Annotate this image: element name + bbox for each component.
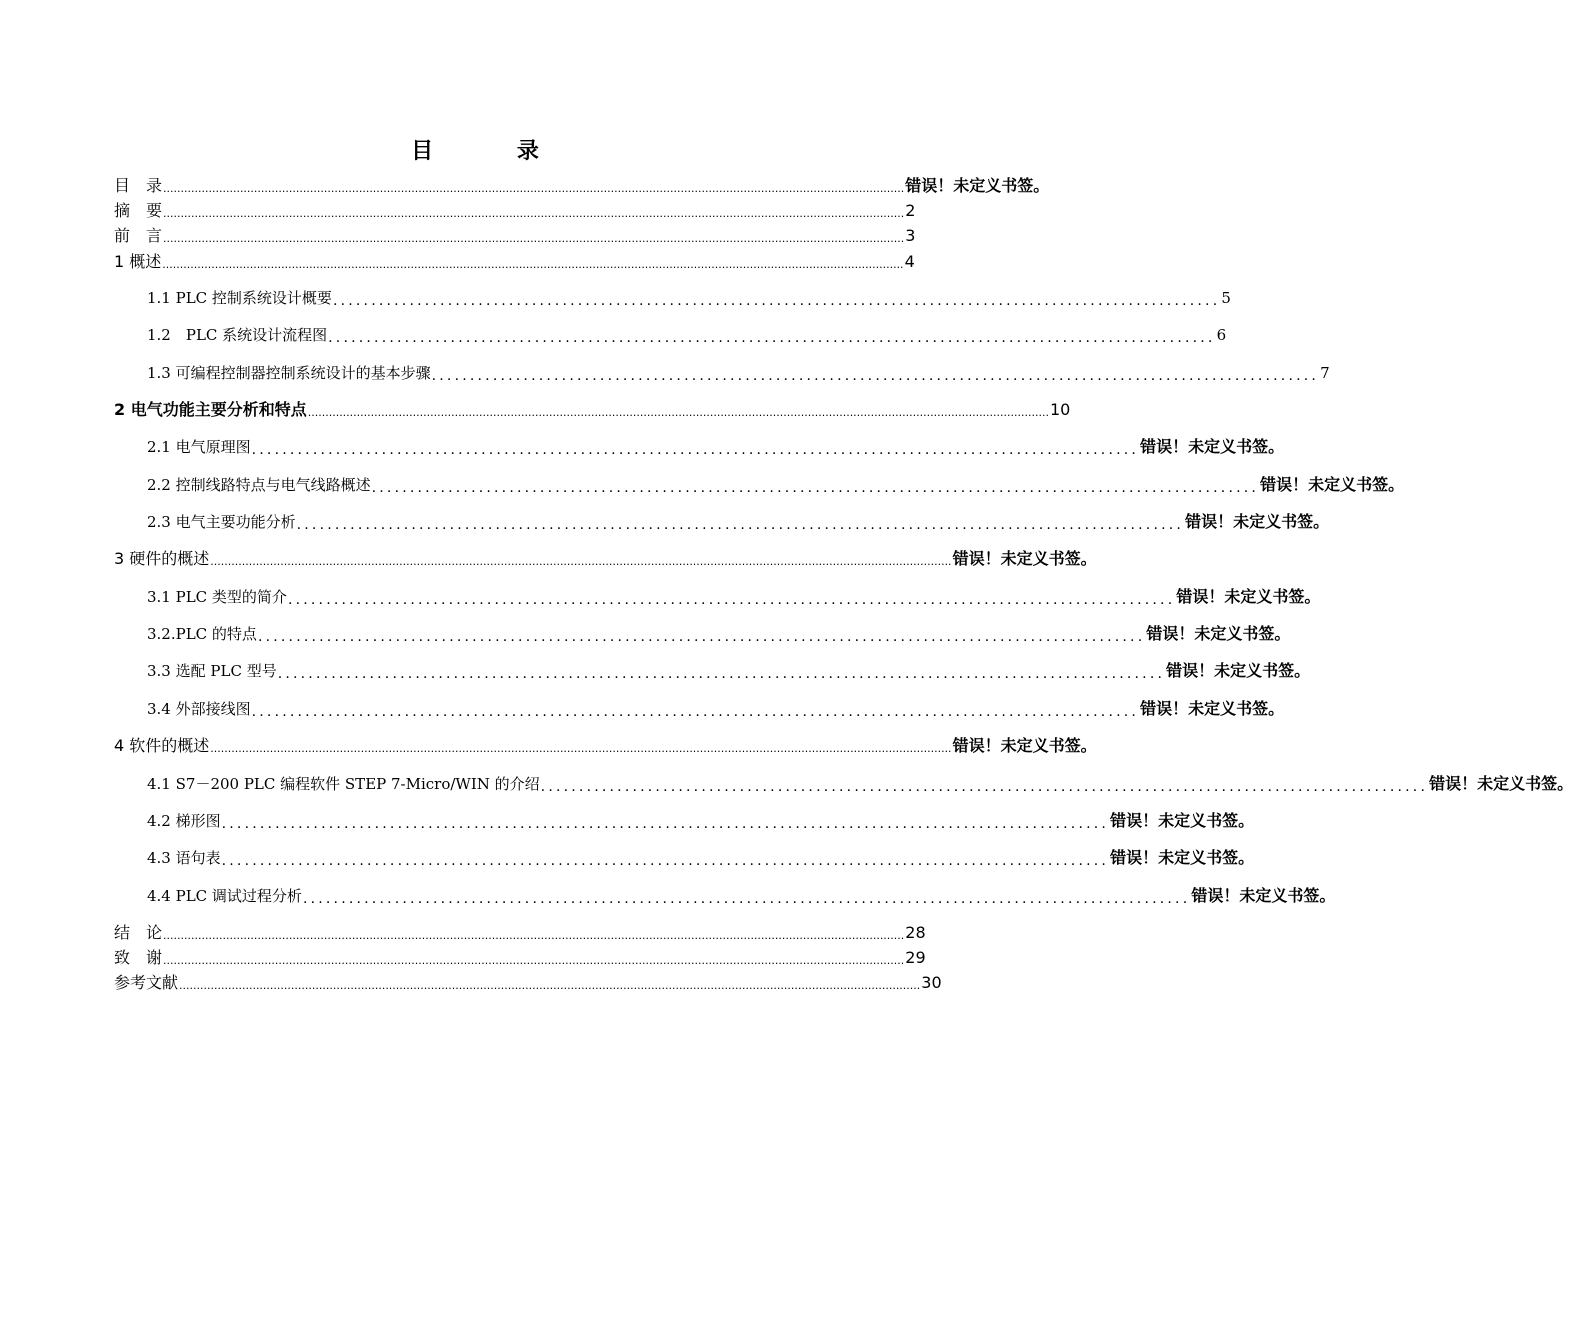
- toc-entry[interactable]: [147, 622, 1291, 646]
- toc-entry-page: 错误！未定义书签。: [1429, 774, 1573, 793]
- dot-leader: ....................................................................................................................................................................................................................: [163, 954, 905, 967]
- toc-entry-page: 错误！未定义书签。: [1176, 587, 1321, 606]
- toc-entry[interactable]: [114, 947, 926, 969]
- toc-entry[interactable]: [147, 435, 1285, 459]
- toc-entry-label: 2.2 控制线路特点与电气线路概述: [147, 476, 371, 494]
- toc-entry[interactable]: [147, 772, 1573, 796]
- dot-leader: ....................................................................................................................: [251, 704, 1140, 720]
- toc-entry-page: 错误！未定义书签。: [952, 736, 1097, 755]
- dot-leader: ....................................................................................................................................................................................................................: [307, 406, 1049, 419]
- toc-entry[interactable]: [114, 972, 942, 994]
- toc-entry[interactable]: [114, 922, 926, 944]
- toc-entry-label: 4.4 PLC 调试过程分析: [147, 887, 302, 905]
- toc-entry-label: 3.4 外部接线图: [147, 700, 251, 718]
- toc-entry-label: 1.2 PLC 系统设计流程图: [147, 326, 328, 344]
- dot-leader: ....................................................................................................................: [296, 517, 1185, 533]
- toc-entry-label: 目 录: [114, 176, 163, 195]
- toc-entry[interactable]: [147, 361, 1330, 385]
- toc-entry[interactable]: [147, 473, 1405, 497]
- toc-entry-page: 错误！未定义书签。: [1140, 699, 1285, 718]
- toc-entry-page: 28: [905, 923, 926, 942]
- dot-leader: ....................................................................................................................................................................................................................: [163, 232, 905, 245]
- toc-entry-label: 3.2.PLC 的特点: [147, 625, 257, 643]
- toc-entry-label: 4.2 梯形图: [147, 812, 221, 830]
- toc-entry-label: 摘 要: [114, 201, 163, 220]
- toc-entry-label: 2.3 电气主要功能分析: [147, 513, 296, 531]
- dot-leader: ....................................................................................................................: [371, 480, 1260, 496]
- toc-entry[interactable]: [114, 399, 1071, 421]
- toc-entry-page: 错误！未定义书签。: [1110, 811, 1255, 830]
- toc-entry-page: 4: [904, 252, 915, 271]
- toc-entry-label: 4 软件的概述: [114, 736, 210, 755]
- dot-leader: ....................................................................................................................: [277, 666, 1166, 682]
- dot-leader: ....................................................................................................................................................................................................................: [210, 555, 952, 568]
- dot-leader: ....................................................................................................................................................................................................................: [163, 207, 905, 220]
- toc-entry-page: 6: [1216, 326, 1227, 344]
- dot-leader: ....................................................................................................................: [328, 330, 1216, 346]
- toc-entry[interactable]: [147, 286, 1231, 310]
- toc-entry-page: 3: [905, 226, 916, 245]
- toc-entry[interactable]: [114, 225, 916, 247]
- dot-leader: ....................................................................................................................: [332, 293, 1221, 309]
- toc-entry-label: 2 电气功能主要分析和特点: [114, 400, 307, 419]
- toc-entry[interactable]: [114, 251, 915, 273]
- toc-entry-label: 4.1 S7－200 PLC 编程软件 STEP 7-Micro/WIN 的介绍: [147, 775, 540, 793]
- toc-entry[interactable]: [147, 809, 1255, 833]
- dot-leader: ....................................................................................................................: [221, 853, 1110, 869]
- toc-entry-page: 30: [921, 973, 942, 992]
- toc-entry[interactable]: [114, 200, 916, 222]
- toc-entry[interactable]: [147, 846, 1255, 870]
- dot-leader: ....................................................................................................................: [251, 442, 1140, 458]
- toc-entry-page: 29: [905, 948, 926, 967]
- toc-entry-label: 3.1 PLC 类型的简介: [147, 588, 287, 606]
- toc-entry-page: 5: [1221, 289, 1231, 307]
- dot-leader: ....................................................................................................................: [540, 779, 1429, 795]
- toc-entry-label: 2.1 电气原理图: [147, 438, 251, 456]
- toc-entry[interactable]: [147, 697, 1285, 721]
- toc-entry-page: 错误！未定义书签。: [905, 176, 1050, 195]
- toc-entry-label: 3.3 选配 PLC 型号: [147, 662, 277, 680]
- toc-entry-page: 错误！未定义书签。: [1260, 475, 1405, 494]
- toc-entry-label: 1.3 可编程控制器控制系统设计的基本步骤: [147, 364, 431, 382]
- dot-leader: ....................................................................................................................................................................................................................: [162, 258, 904, 271]
- dot-leader: ....................................................................................................................: [257, 629, 1146, 645]
- toc-entry[interactable]: [147, 510, 1330, 534]
- dot-leader: ....................................................................................................................................................................................................................: [179, 979, 921, 992]
- toc-entry[interactable]: [147, 659, 1311, 683]
- toc-entry-page: 错误！未定义书签。: [1191, 886, 1336, 905]
- toc-entry[interactable]: [114, 735, 1097, 757]
- toc-entry[interactable]: [114, 548, 1097, 570]
- toc-entry-page: 2: [905, 201, 916, 220]
- dot-leader: ....................................................................................................................................................................................................................: [210, 742, 952, 755]
- toc-entry-label: 结 论: [114, 923, 163, 942]
- toc-entry-page: 10: [1050, 400, 1071, 419]
- toc-entry[interactable]: [114, 175, 1050, 197]
- toc-entry[interactable]: [147, 585, 1321, 609]
- toc-entry-label: 3 硬件的概述: [114, 549, 210, 568]
- toc-entry[interactable]: [147, 884, 1336, 908]
- dot-leader: ....................................................................................................................: [221, 816, 1110, 832]
- toc-entry-label: 致 谢: [114, 948, 163, 967]
- toc-entry-page: 7: [1320, 364, 1330, 382]
- toc-entry-label: 1 概述: [114, 252, 162, 271]
- toc-entry-page: 错误！未定义书签。: [1110, 848, 1255, 867]
- toc-title: 目 录: [411, 139, 577, 164]
- toc-entry[interactable]: [147, 323, 1227, 347]
- toc-entry-label: 前 言: [114, 226, 163, 245]
- toc-entry-page: 错误！未定义书签。: [1140, 437, 1285, 456]
- toc-entry-page: 错误！未定义书签。: [1146, 624, 1291, 643]
- dot-leader: ....................................................................................................................................................................................................................: [163, 182, 905, 195]
- toc-entry-page: 错误！未定义书签。: [1166, 661, 1311, 680]
- dot-leader: ....................................................................................................................................................................................................................: [163, 929, 905, 942]
- toc-entry-label: 4.3 语句表: [147, 849, 221, 867]
- dot-leader: ....................................................................................................................: [431, 368, 1320, 384]
- toc-entry-label: 1.1 PLC 控制系统设计概要: [147, 289, 332, 307]
- toc-entry-page: 错误！未定义书签。: [952, 549, 1097, 568]
- toc-entry-label: 参考文献: [114, 973, 179, 992]
- toc-entry-page: 错误！未定义书签。: [1185, 512, 1330, 531]
- dot-leader: ....................................................................................................................: [287, 592, 1176, 608]
- dot-leader: ....................................................................................................................: [302, 891, 1191, 907]
